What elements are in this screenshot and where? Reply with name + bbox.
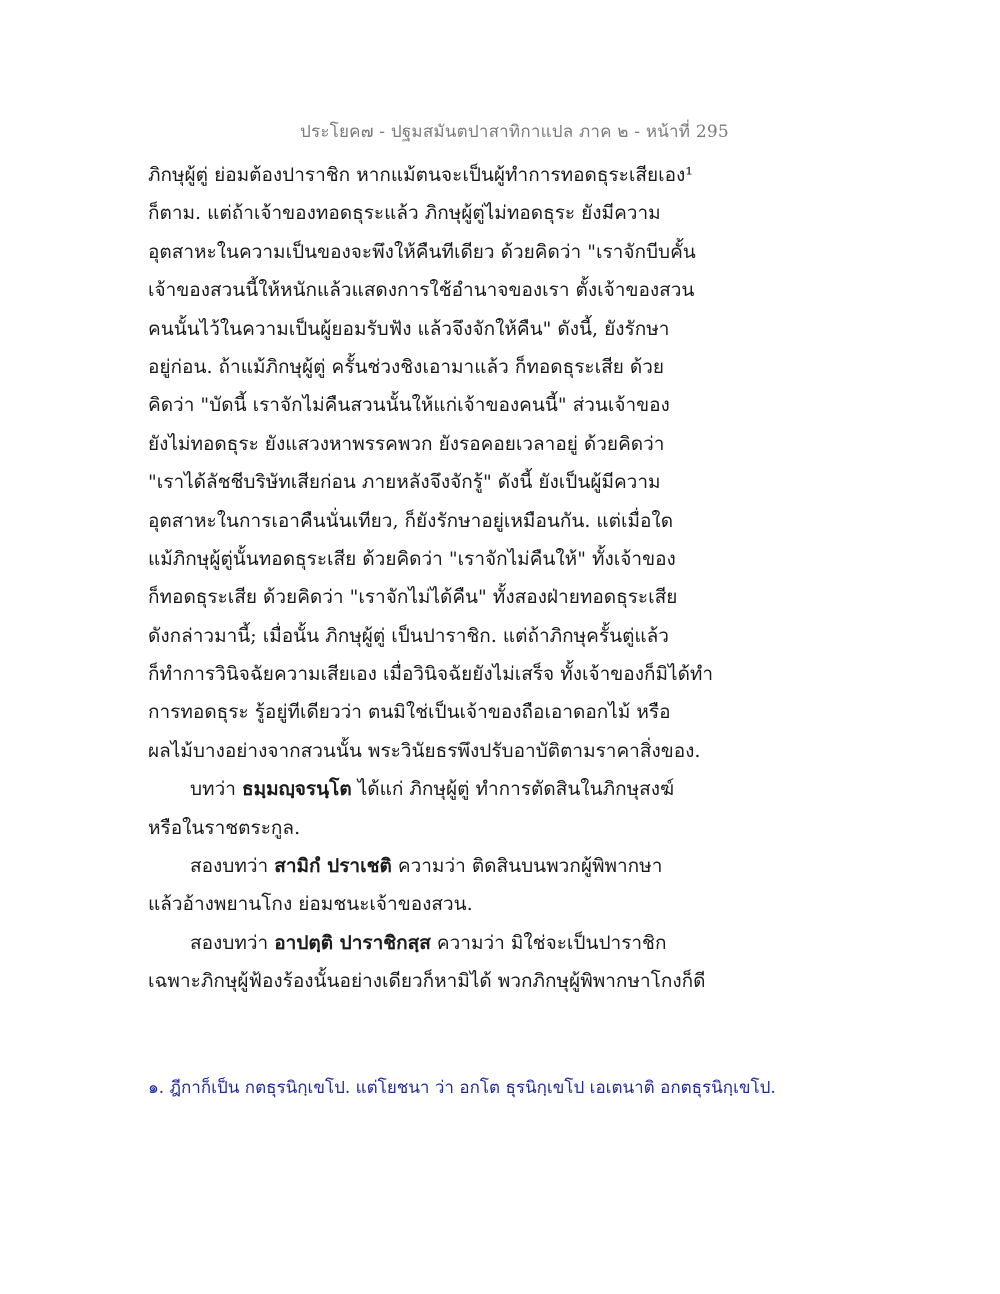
body-line: การทอดธุระ รู้อยู่ทีเดียวว่า ตนมิใช่เป็นเจ้าของถือเอาดอกไม้ หรือ xyxy=(148,701,671,724)
body-line: ผลไม้บางอย่างจากสวนนั้น พระวินัยธรพึงปรับอาบัติตามราคาสิ่งของ. xyxy=(148,739,701,762)
body-line: "เราได้ลัชชีบริษัทเสียก่อน ภายหลังจึงจักรู้" ดังนี้ ยังเป็นผู้มีความ xyxy=(148,471,661,494)
body-line: คิดว่า "บัดนี้ เราจักไม่คืนสวนนั้นให้แก่เจ้าของคนนี้" ส่วนเจ้าของ xyxy=(148,394,670,417)
body-line: คนนั้นไว้ในความเป็นผู้ยอมรับฟัง แล้วจึงจักให้คืน" ดังนี้, ยังรักษา xyxy=(148,317,670,340)
body-line: แม้ภิกษุผู้ตู่นั้นทอดธุระเสีย ด้วยคิดว่า "เราจักไม่คืนให้" ทั้งเจ้าของ xyxy=(148,547,676,570)
body-line: อุตสาหะในการเอาคืนนั่นเทียว, ก็ยังรักษาอยู่เหมือนกัน. แต่เมื่อใด xyxy=(148,509,674,532)
body-line: อุตสาหะในความเป็นของจะพึงให้คืนทีเดียว ด้วยคิดว่า "เราจักบีบคั้น xyxy=(148,240,696,263)
term-explanation: ความว่า ติดสินบนพวกผู้พิพากษา xyxy=(391,855,663,878)
body-line: ภิกษุผู้ตู่ ย่อมต้องปาราชิก หากแม้ตนจะเป็นผู้ทำการทอดธุระเสียเอง¹ xyxy=(148,164,693,186)
pali-term: สามิกํ ปราเชติ xyxy=(274,855,392,878)
pali-term: อาปตฺติ ปาราชิกสฺส xyxy=(274,931,431,954)
term-explanation: ความว่า มิใช่จะเป็นปาราชิก xyxy=(430,931,667,954)
body-line: ก็ทอดธุระเสีย ด้วยคิดว่า "เราจักไม่ได้คืน" ทั้งสองฝ่ายทอดธุระเสีย xyxy=(148,586,678,609)
body-line: อยู่ก่อน. ถ้าแม้ภิกษุผู้ตู่ ครั้นช่วงชิงเอามาแล้ว ก็ทอดธุระเสีย ด้วย xyxy=(148,355,665,378)
footnote: ๑. ฎีกาก็เป็น กตธุรนิกฺเขโป. แต่โยชนา ว่า อกโต ธุรนิกฺเขโป เอเตนาติ อกตธุรนิกฺเขโป. xyxy=(148,1078,776,1098)
term-prefix: บทว่า xyxy=(190,778,242,801)
body-line: ยังไม่ทอดธุระ ยังแสวงหาพรรคพวก ยังรอคอยเวลาอยู่ ด้วยคิดว่า xyxy=(148,432,665,455)
body-line: ดังกล่าวมานี้; เมื่อนั้น ภิกษุผู้ตู่ เป็นปาราชิก. แต่ถ้าภิกษุครั้นตู่แล้ว xyxy=(148,624,669,647)
body-line: หรือในราชตระกูล. xyxy=(148,816,301,839)
paragraph-term-line xyxy=(148,770,728,808)
term-explanation: ได้แก่ ภิกษุผู้ตู่ ทำการตัดสินในภิกษุสงฆ์ xyxy=(351,778,675,801)
paragraph-term-line xyxy=(148,847,728,885)
paragraph-term-line xyxy=(148,924,728,962)
body-line: ก็ทำการวินิจฉัยความเสียเอง เมื่อวินิจฉัยยังไม่เสร็จ ทั้งเจ้าของก็มิได้ทำ xyxy=(148,663,714,686)
body-line: เจ้าของสวนนี้ให้หนักแล้วแสดงการใช้อำนาจของเรา ตั้งเจ้าของสวน xyxy=(148,279,695,302)
term-prefix: สองบทว่า xyxy=(190,931,275,954)
pali-term: ธมฺมญฺจรนฺโต xyxy=(241,778,352,801)
body-line: ก็ตาม. แต่ถ้าเจ้าของทอดธุระแล้ว ภิกษุผู้ตู่ไม่ทอดธุระ ยังมีความ xyxy=(148,202,661,225)
body-text xyxy=(148,156,728,1001)
term-prefix: สองบทว่า xyxy=(190,855,275,878)
body-line: แล้วอ้างพยานโกง ย่อมชนะเจ้าของสวน. xyxy=(148,893,473,916)
body-line: เฉพาะภิกษุผู้ฟ้องร้องนั้นอย่างเดียวก็หามิได้ พวกภิกษุผู้พิพากษาโกงก็ดี xyxy=(148,970,706,993)
running-header: ประโยค๗ - ปฐมสมันตปาสาทิกาแปล ภาค ๒ - หน้าที่ 295 xyxy=(300,122,729,142)
